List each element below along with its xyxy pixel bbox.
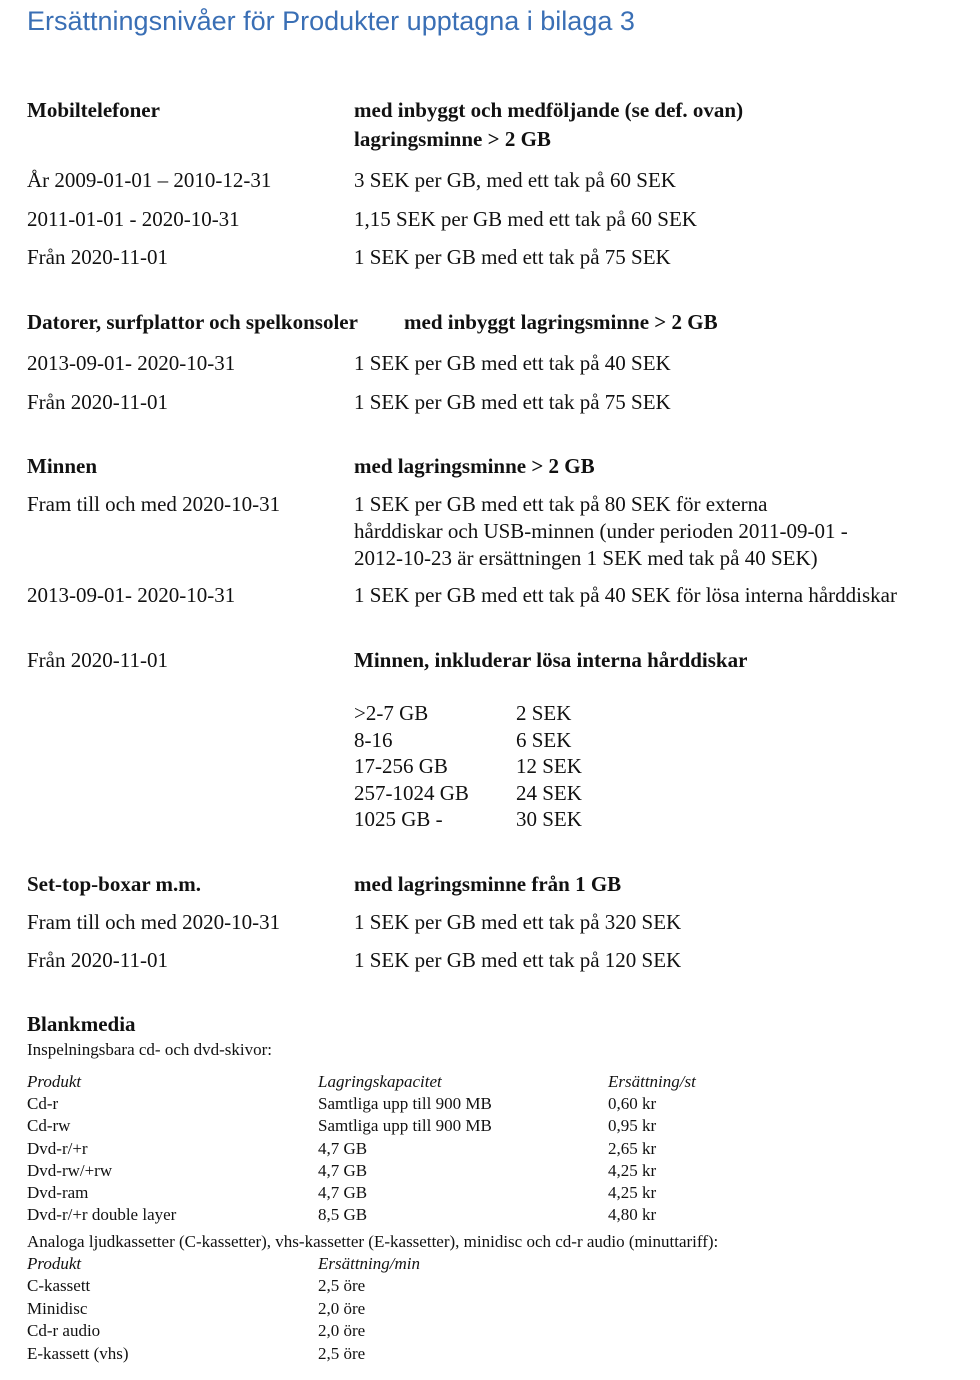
disc-product: Dvd-r/+r [27,1139,88,1158]
disc-fee: 4,25 kr [608,1183,657,1202]
disc-capacity: 8,5 GB [318,1205,368,1224]
disc-fee: 4,25 kr [608,1161,657,1180]
memories-period-1: Fram till och med 2020-10-31 [27,492,281,516]
col-header-fee: Ersättning/st [608,1072,696,1091]
analog-product: E-kassett (vhs) [27,1344,129,1363]
analog-fee: 2,5 öre [318,1276,366,1295]
disc-capacity: 4,7 GB [318,1183,368,1202]
tier-range: 1025 GB - [354,807,443,831]
disc-product: Dvd-ram [27,1183,89,1202]
analog-fee: 2,0 öre [318,1299,366,1318]
disc-fee: 0,60 kr [608,1094,657,1113]
mobile-desc-line1: med inbyggt och medföljande (se def. ovan) [354,98,744,122]
tier-fee: 2 SEK [516,701,572,725]
col-header-fee-per-minute: Ersättning/min [318,1254,421,1273]
col-header-capacity: Lagringskapacitet [318,1072,442,1091]
page-title: Ersättningsnivåer för Produkter upptagna i bilaga 3 [27,6,635,36]
disc-fee: 0,95 kr [608,1116,657,1135]
computers-period-2: Från 2020-11-01 [27,390,168,414]
settop-heading: Set-top-boxar m.m. [27,872,202,896]
memories-desc: med lagringsminne > 2 GB [354,454,595,478]
settop-period-1: Fram till och med 2020-10-31 [27,910,281,934]
analog-product: C-kassett [27,1276,91,1295]
computers-period-1: 2013-09-01- 2020-10-31 [27,351,236,375]
tier-fee: 30 SEK [516,807,582,831]
blank-subheading: Inspelningsbara cd- och dvd-skivor: [27,1040,273,1059]
tier-range: 257-1024 GB [354,781,469,805]
settop-rate-2: 1 SEK per GB med ett tak på 120 SEK [354,948,682,972]
col-header-product: Produkt [27,1072,82,1091]
memories-period-2: 2013-09-01- 2020-10-31 [27,583,236,607]
computers-rate-2: 1 SEK per GB med ett tak på 75 SEK [354,390,671,414]
blank-heading: Blankmedia [27,1012,136,1036]
memories-rate-1-line2: hårddiskar och USB-minnen (under perioden 2011-09-01 - [354,519,848,543]
analog-fee: 2,5 öre [318,1344,366,1363]
disc-fee: 4,80 kr [608,1205,657,1224]
disc-capacity: Samtliga upp till 900 MB [318,1116,492,1135]
settop-rate-1: 1 SEK per GB med ett tak på 320 SEK [354,910,682,934]
disc-capacity: Samtliga upp till 900 MB [318,1094,492,1113]
disc-product: Cd-r [27,1094,59,1113]
analog-product: Minidisc [27,1299,88,1318]
disc-product: Dvd-rw/+rw [27,1161,113,1180]
mobile-rate-1: 3 SEK per GB, med ett tak på 60 SEK [354,168,676,192]
mobile-period-3: Från 2020-11-01 [27,245,168,269]
computers-desc: med inbyggt lagringsminne > 2 GB [404,310,718,334]
memories-rate-2: 1 SEK per GB med ett tak på 40 SEK för lösa interna hårddiskar [354,583,897,607]
computers-rate-1: 1 SEK per GB med ett tak på 40 SEK [354,351,671,375]
disc-capacity: 4,7 GB [318,1139,368,1158]
analog-heading: Analoga ljudkassetter (C-kassetter), vhs-kassetter (E-kassetter), minidisc och cd-r audio (minuttariff): [27,1232,719,1251]
settop-desc: med lagringsminne från 1 GB [354,872,622,896]
settop-period-2: Från 2020-11-01 [27,948,168,972]
tier-fee: 12 SEK [516,754,582,778]
analog-product: Cd-r audio [27,1321,101,1340]
memories-rate-1-line1: 1 SEK per GB med ett tak på 80 SEK för externa [354,492,768,516]
memories-tier-heading: Minnen, inkluderar lösa interna hårddiskar [354,648,748,672]
mobile-rate-2: 1,15 SEK per GB med ett tak på 60 SEK [354,207,697,231]
disc-product: Cd-rw [27,1116,71,1135]
col-header-product-analog: Produkt [27,1254,82,1273]
analog-fee: 2,0 öre [318,1321,366,1340]
disc-product: Dvd-r/+r double layer [27,1205,177,1224]
disc-fee: 2,65 kr [608,1139,657,1158]
mobile-rate-3: 1 SEK per GB med ett tak på 75 SEK [354,245,671,269]
memories-heading: Minnen [27,454,98,478]
computers-heading: Datorer, surfplattor och spelkonsoler [27,310,358,334]
mobile-period-2: 2011-01-01 - 2020-10-31 [27,207,240,231]
tier-fee: 6 SEK [516,728,572,752]
mobile-period-1: År 2009-01-01 – 2010-12-31 [27,168,272,192]
memories-period-3: Från 2020-11-01 [27,648,168,672]
tier-range: 8-16 [354,728,393,752]
memories-rate-1-line3: 2012-10-23 är ersättningen 1 SEK med tak på 40 SEK) [354,546,818,570]
disc-capacity: 4,7 GB [318,1161,368,1180]
tier-range: >2-7 GB [354,701,429,725]
tier-range: 17-256 GB [354,754,448,778]
mobile-heading: Mobiltelefoner [27,98,160,122]
tier-fee: 24 SEK [516,781,582,805]
mobile-desc-line2: lagringsminne > 2 GB [354,127,551,151]
